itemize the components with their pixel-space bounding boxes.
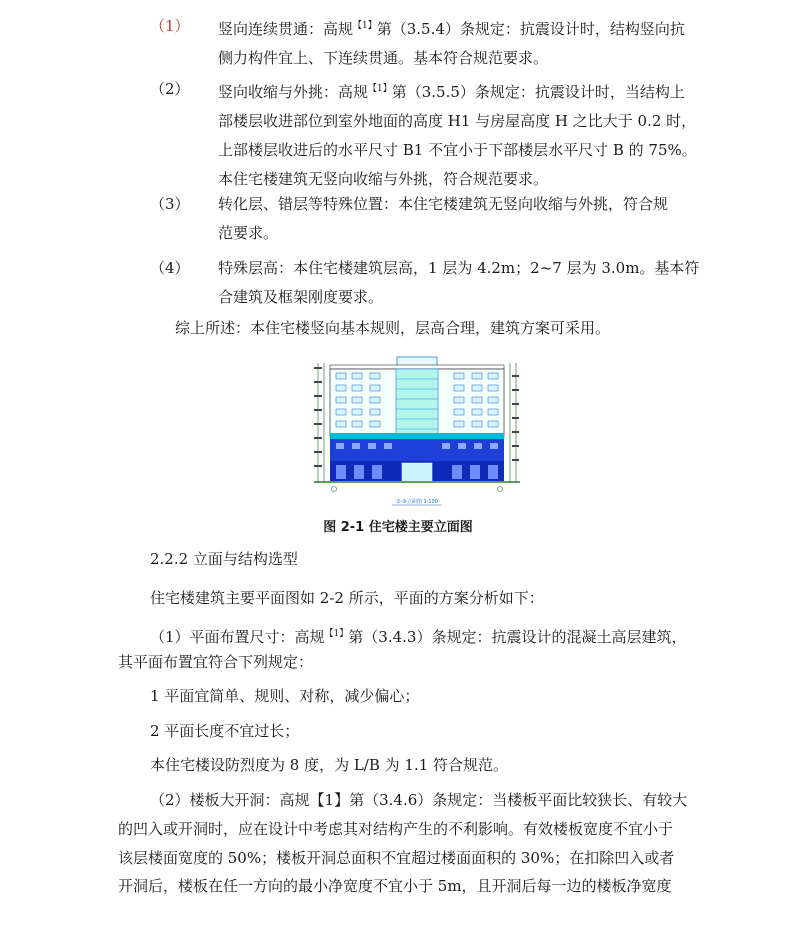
- paragraph-continuation: 其平面布置宜符合下列规定：: [118, 653, 314, 671]
- elevation-figure: [312, 355, 522, 510]
- rule-item: 2 平面长度不宜过长；: [150, 722, 300, 740]
- figure-caption: 图 2-1 住宅楼主要立面图: [323, 520, 473, 535]
- item-text: 转化层、错层等特殊位置：本住宅楼建筑无竖向收缩与外挑，符合规 范要求。: [218, 195, 669, 242]
- paragraph-line: 该层楼面宽度的 50%；楼板开洞总面积不宜超过楼面面积的 30%；在扣除凹入或者: [118, 849, 675, 867]
- building-elevation-drawing: [312, 355, 522, 510]
- item-number: （3）: [150, 195, 190, 213]
- item-text: 特殊层高：本住宅楼建筑层高，1 层为 4.2m；2~7 层为 3.0m。基本符 合建筑及框架刚度要求。: [218, 259, 700, 306]
- section-heading: 2.2.2 立面与结构选型: [150, 550, 298, 568]
- conclusion-text: 本住宅楼设防烈度为 8 度，为 L/B 为 1.1 符合规范。: [150, 756, 509, 774]
- item-number: （1）: [150, 17, 190, 35]
- summary-text: 综上所述：本住宅楼竖向基本规则，层高合理，建筑方案可采用。: [175, 319, 611, 337]
- paragraph-line: 的凹入或开洞时，应在设计中考虑其对结构产生的不利影响。有效楼板宽度不宜小于: [118, 820, 674, 838]
- item-text: 竖向收缩与外挑：高规$^{【1】}$第（3.5.5）条规定：抗震设计时，当结构上 部楼层收进部位到室外地面的高度 H1 与房屋高度 H 之比大于 0.2 时， 上部楼层收进后的水平尺寸 B1 不宜小于下部楼层水平尺寸 B 的 75%。 本住宅楼建筑无竖向收缩与外挑，符合规范要求。: [218, 83, 697, 188]
- item-number: （2）: [150, 80, 190, 98]
- item-text: 竖向连续贯通：高规$^{【1】}$第（3.5.4）条规定：抗震设计时，结构竖向抗 侧力构件宜上、下连续贯通。基本符合规范要求。: [218, 20, 685, 67]
- item-number: （4）: [150, 259, 190, 277]
- paragraph-line: （2）楼板大开洞：高规【1】第（3.4.6）条规定：当楼板平面比较狭长、有较大: [150, 791, 688, 809]
- paragraph: （1）平面布置尺寸：高规$^{【1】}$第（3.4.3）条规定：抗震设计的混凝土高层建筑，: [150, 628, 687, 646]
- rule-item: 1 平面宜简单、规则、对称，减少偏心；: [150, 687, 420, 705]
- paragraph-line: 开洞后，楼板在任一方向的最小净宽度不宜小于 5m，且开洞后每一边的楼板净宽度: [118, 877, 672, 895]
- drawing-label: ①-⑨立面图 1:100: [396, 499, 438, 505]
- intro-text: 住宅楼建筑主要平面图如 2-2 所示，平面的方案分析如下：: [150, 589, 544, 607]
